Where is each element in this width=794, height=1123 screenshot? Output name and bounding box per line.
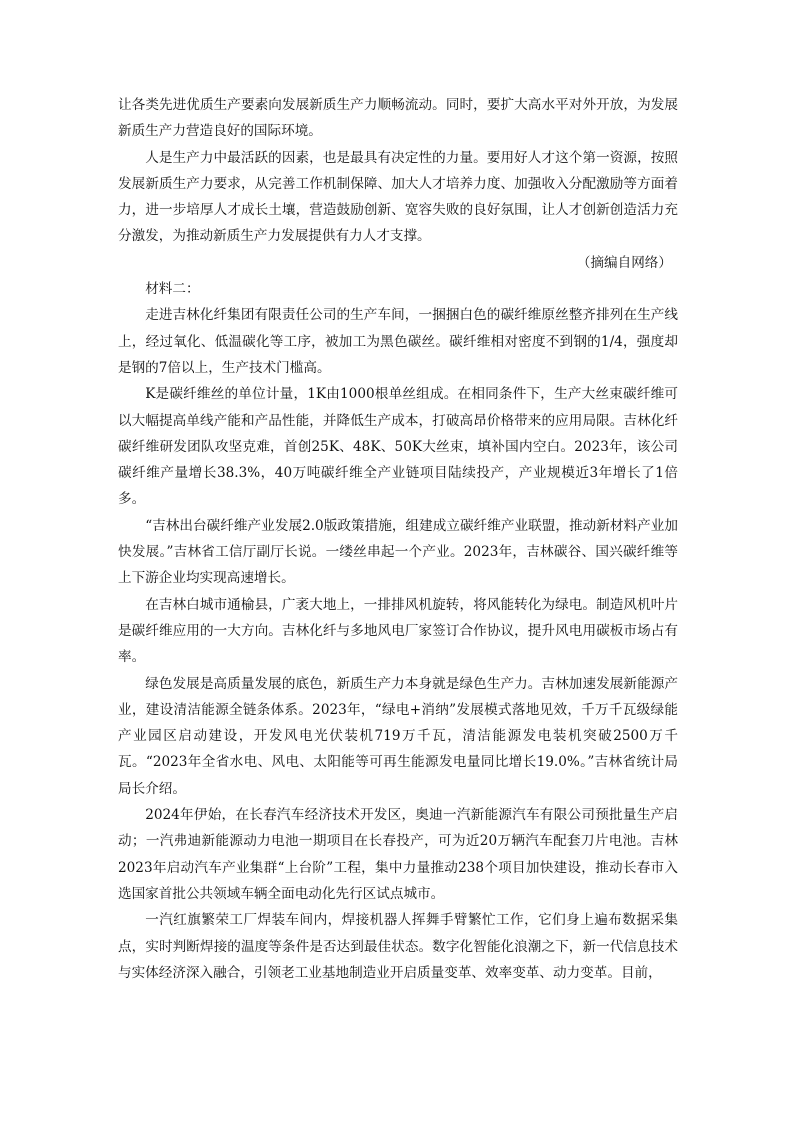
paragraph-8: 2024年伊始，在长春汽车经济技术开发区，奥迪一汽新能源汽车有限公司预批量生产启动；一汽弗迪新能源动力电池一期项目在长春投产，可为近20万辆汽车配套刀片电池。吉林2023年启动汽车产业集群“上台阶”工程，集中力量推动238个项目加快建设，推动长春市入选国家首批公共领域车辆全面电动化先行区试点城市。 [118,807,678,902]
paragraph-1: 让各类先进优质生产要素向发展新质生产力顺畅流动。同时，要扩大高水平对外开放，为发展新质生产力营造良好的国际环境。 [118,97,678,140]
paragraph-9: 一汽红旗繁荣工厂焊装车间内，焊接机器人挥舞手臂繁忙工作，它们身上遍布数据采集点，实时判断焊接的温度等条件是否达到最佳状态。数字化智能化浪潮之下，新一代信息技术与实体经济深入融合，引领老工业基地制造业开启质量变革、效率变革、动力变革。目前， [118,912,678,981]
source-note: （摘编自网络） [576,254,672,271]
paragraph-6: 在吉林白城市通榆县，广袤大地上，一排排风机旋转，将风能转化为绿电。制造风机叶片是碳纤维应用的一大方向。吉林化纤与多地风电厂家签订合作协议，提升风电用碳板市场占有率。 [118,596,678,666]
paragraph-3: 走进吉林化纤集团有限责任公司的生产车间，一捆捆白色的碳纤维原丝整齐排列在生产线上，经过氧化、低温碳化等工序，被加工为黑色碳丝。碳纤维相对密度不到钢的1/4，强度却是钢的7倍以上，生产技术门槛高。 [118,307,678,376]
material-label: 材料二： [145,281,200,298]
paragraph-4: K是碳纤维丝的单位计量，1K由1000根单丝组成。在相同条件下，生产大丝束碳纤维可以大幅提高单线产能和产品性能，并降低生产成本，打破高昂价格带来的应用局限。吉林化纤碳纤维研发团队攻坚克难，首创25K、48K、50K大丝束，填补国内空白。2023年，该公司碳纤维产量增长38.3%，40万吨碳纤维全产业链项目陆续投产，产业规模近3年增长了1倍多。 [118,386,678,508]
paragraph-7: 绿色发展是高质量发展的底色，新质生产力本身就是绿色生产力。吉林加速发展新能源产业，建设清洁能源全链条体系。2023年，“绿电+消纳”发展模式落地见效，千万千瓦级绿能产业园区启动建设，开发风电光伏装机719万千瓦，清洁能源发电装机突破2500万千瓦。“2023年全省水电、风电、太阳能等可再生能源发电量同比增长19.0%。”吉林省统计局局长介绍。 [118,675,678,797]
document-page [118,92,678,986]
paragraph-5: “吉林出台碳纤维产业发展2.0版政策措施，组建成立碳纤维产业联盟，推动新材料产业加快发展。”吉林省工信厅副厅长说。一缕丝串起一个产业。2023年，吉林碳谷、国兴碳纤维等上下游企业均实现高速增长。 [118,517,678,587]
paragraph-2: 人是生产力中最活跃的因素，也是最具有决定性的力量。要用好人才这个第一资源，按照发展新质生产力要求，从完善工作机制保障、加大人才培养力度、加强收入分配激励等方面着力，进一步培厚人才成长土壤，营造鼓励创新、宽容失败的良好氛围，让人才创新创造活力充分激发，为推动新质生产力发展提供有力人才支撑。 [118,149,678,245]
